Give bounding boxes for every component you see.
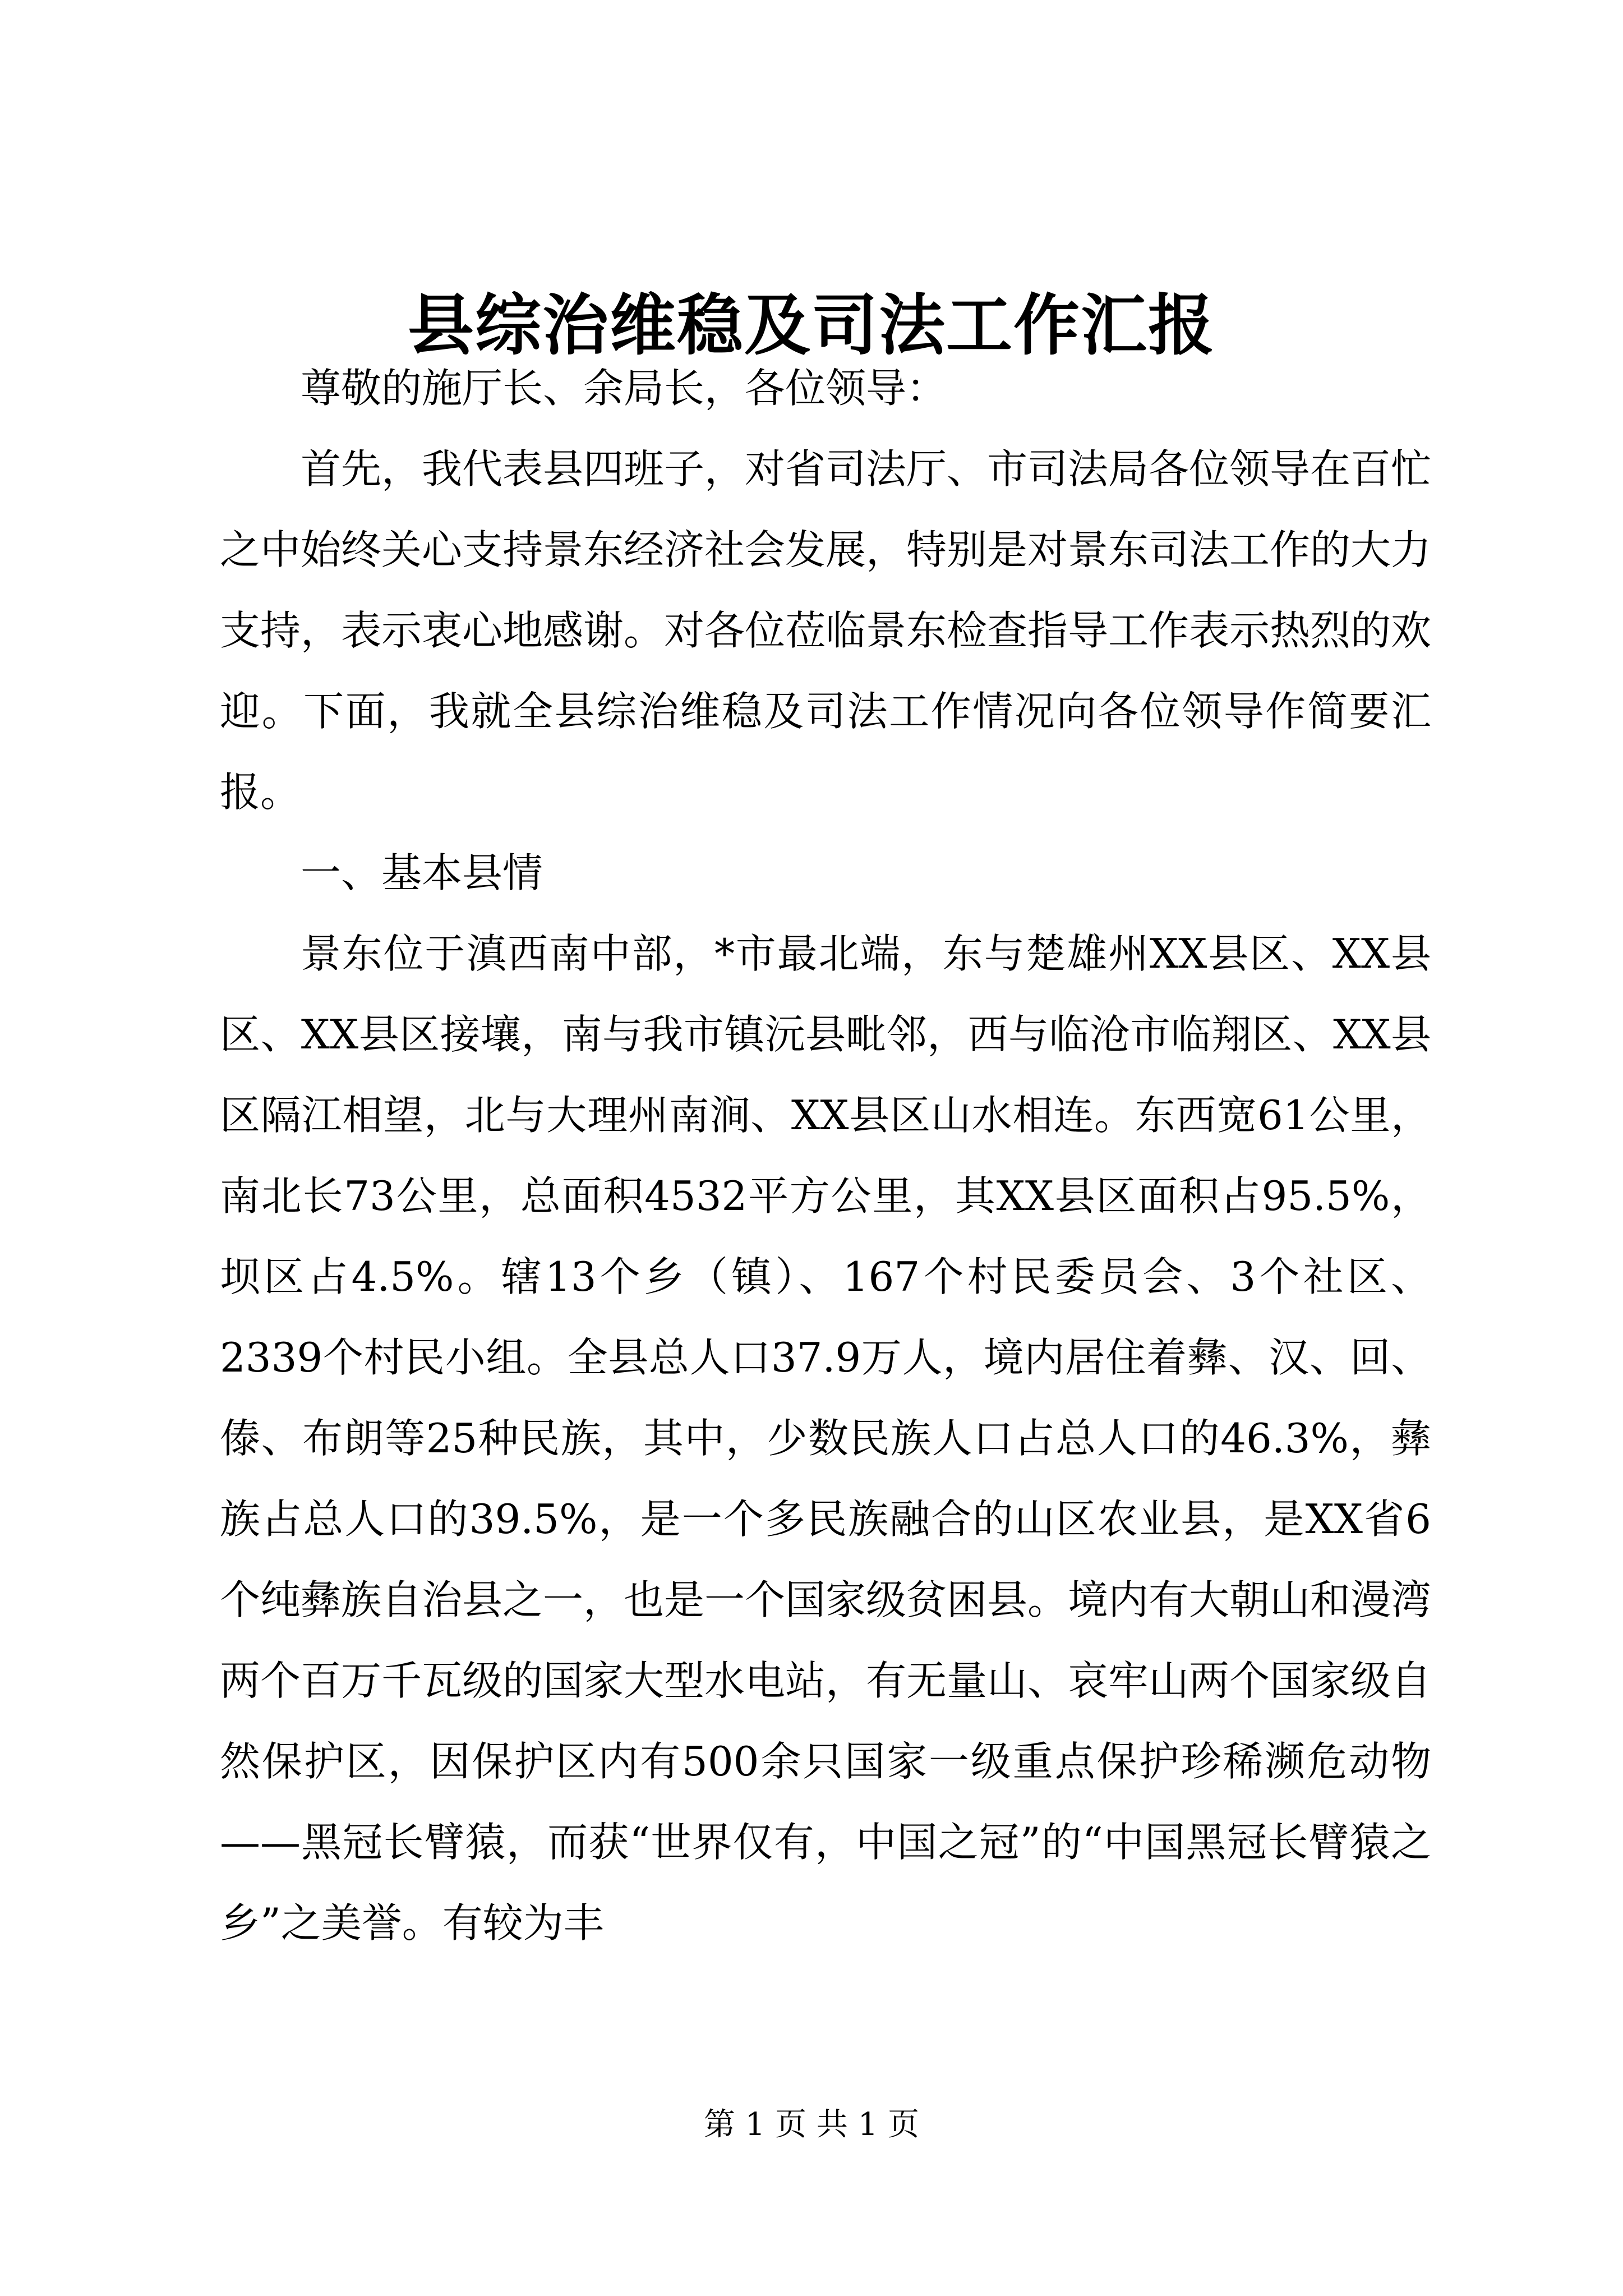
county-overview-paragraph: 景东位于滇西南中部，*市最北端，东与楚雄州XX县区、XX县区、XX县区接壤，南与我市镇沅县毗邻，西与临沧市临翔区、XX县区隔江相望，北与大理州南涧、XX县区山水相连。东西宽61公里，南北长73公里，总面积4532平方公里，其XX县区面积占95.5%，坝区占4.5%。辖13个乡（镇）、167个村民委员会、3个社区、2339个村民小组。全县总人口37.9万人，境内居住着彝、汉、回、傣、布朗等25种民族，其中，少数民族人口占总人口的46.3%，彝族占总人口的39.5%，是一个多民族融合的山区农业县，是XX省6个纯彝族自治县之一，也是一个国家级贫困县。境内有大朝山和漫湾两个百万千瓦级的国家大型水电站，有无量山、哀牢山两个国家级自然保护区，因保护区内有500余只国家一级重点保护珍稀濒危动物——黑冠长臂猿，而获“世界仅有，中国之冠”的“中国黑冠长臂猿之乡”之美誉。有较为丰: [220, 930, 1432, 1947]
salutation-paragraph: 尊敬的施厅长、余局长，各位领导：: [301, 365, 947, 412]
page-footer: 第 1 页 共 1 页: [703, 2106, 920, 2143]
intro-paragraph: 首先，我代表县四班子，对省司法厅、市司法局各位领导在百忙之中始终关心支持景东经济社会发展，特别是对景东司法工作的大力支持，表示衷心地感谢。对各位莅临景东检查指导工作表示热烈的欢迎。下面，我就全县综治维稳及司法工作情况向各位领导作简要汇报。: [220, 445, 1432, 816]
document-title: 县综治维稳及司法工作汇报: [407, 286, 1215, 364]
section-heading: 一、基本县情: [301, 849, 543, 896]
document-body: [220, 348, 1431, 1963]
